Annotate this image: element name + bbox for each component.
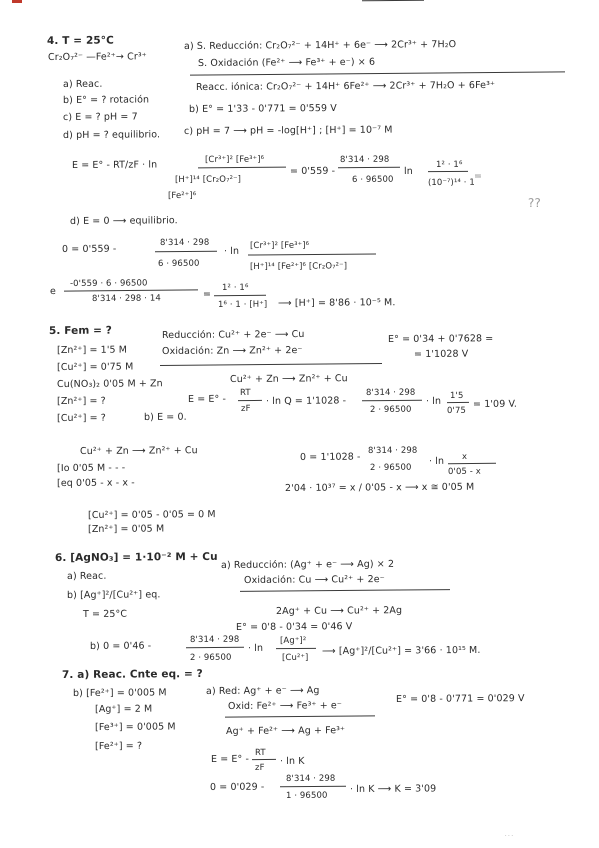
p4-d-eq1lnnum: [Cr³⁺]² [Fe³⁺]⁶	[249, 240, 310, 251]
p5-salt: Cu(NO₃)₂ 0'05 M + Zn	[56, 378, 163, 390]
p6-b-den: 2 · 96500	[189, 652, 232, 663]
p5-b-line: b) E = 0.	[143, 411, 187, 423]
p4-question-marks: ??	[527, 195, 541, 210]
p7-final-result: · ln K ⟶ K = 3'09	[349, 783, 437, 795]
p4-d-fracden: 1⁶ · 1 · [H⁺]	[217, 299, 268, 310]
p6-b-fracline	[186, 647, 244, 649]
p7-final-lhs: 0 = 0'029 -	[209, 781, 265, 793]
problem-6-header: 6. [AgNO₃] = 1·10⁻² M + Cu	[54, 550, 218, 564]
p4-nernst-fracline	[198, 167, 286, 169]
p6-qb: b) [Ag⁺]²/[Cu²⁺] eq.	[66, 589, 161, 601]
p5-nernst-rden: 2 · 96500	[369, 404, 412, 415]
p4-a-rule	[190, 71, 565, 75]
p4-qd: d) pH = ? equilibrio.	[62, 129, 161, 141]
p5-b-eq1lnden: 0'05 - x	[447, 466, 481, 477]
p5-zn: [Zn²⁺] = 1'5 M	[56, 344, 128, 356]
p4-d-eq1lnline	[248, 253, 376, 255]
p5-b-eq1den: 2 · 96500	[369, 462, 412, 473]
p5-final-cu: [Cu²⁺] = 0'05 - 0'05 = 0 M	[87, 509, 216, 521]
p4-reaction: Cr₂O₇²⁻ —Fe²⁺→ Cr³⁺	[47, 51, 147, 63]
p6-b-lnnum: [Ag⁺]²	[279, 635, 307, 646]
p5-rule	[160, 363, 382, 366]
p7-oxidation: Oxid: Fe²⁺ ⟶ Fe³⁺ + e⁻	[227, 700, 342, 712]
p4-d-expnum: -0'559 · 6 · 96500	[69, 278, 148, 289]
p5-b-eq1ln: · ln	[428, 455, 445, 467]
p4-qa: a) Reac.	[62, 78, 103, 90]
p4-d-expline	[64, 289, 198, 291]
p4-nernst-rhs: = 0'559 -	[289, 165, 336, 177]
p5-ice-initial: [Io 0'05 M - - -	[56, 462, 126, 474]
p4-nernst-lnline	[428, 171, 468, 172]
p5-b-eq2: 2'04 · 10³⁷ = x / 0'05 - x ⟶ x ≅ 0'05 M	[284, 481, 475, 494]
p4-nernst-den1: [H⁺]¹⁴ [Cr₂O₇²⁻]	[174, 174, 242, 185]
p6-b-num: 8'314 · 298	[189, 634, 240, 645]
p6-b-lhs: b) 0 = 0'46 -	[89, 640, 152, 652]
p4-nernst-num: [Cr³⁺]² [Fe³⁺]⁶	[204, 154, 265, 165]
p5-b-eq1num: 8'314 · 298	[367, 445, 418, 456]
p4-nernst-rnum: 8'314 · 298	[339, 154, 390, 165]
p6-overall: 2Ag⁺ + Cu ⟶ Cu²⁺ + 2Ag	[275, 605, 403, 617]
p4-d-result: ⟶ [H⁺] = 8'86 · 10⁻⁵ M.	[277, 297, 396, 309]
scanner-footer-mark: · · ·	[505, 833, 513, 839]
p4-d-eq1ln: · ln	[223, 245, 240, 257]
p6-reduction: a) Reducción: (Ag⁺ + e⁻ ⟶ Ag) × 2	[220, 558, 395, 571]
p4-d-fracline	[214, 295, 266, 296]
p5-nernst-lnline	[447, 402, 469, 403]
problem-7-header: 7. a) Reac. Cnte eq. = ?	[61, 668, 203, 681]
problem-5-header: 5. Fem = ?	[48, 324, 113, 337]
p6-rule	[240, 589, 450, 592]
p5-ice-reaction: Cu²⁺ + Zn ⟶ Zn²⁺ + Cu	[79, 445, 198, 457]
p4-nernst-rden: 6 · 96500	[351, 174, 394, 185]
p4-a-oxidation: S. Oxidación (Fe²⁺ ⟶ Fe³⁺ + e⁻) × 6	[197, 56, 376, 69]
p4-d-eq: =	[202, 288, 212, 300]
p7-rule	[225, 715, 375, 717]
p5-zn-q: [Zn²⁺] = ?	[56, 395, 106, 407]
p4-nernst-rline	[338, 167, 400, 169]
p5-b-eq1: 0 = 1'1028 -	[299, 451, 361, 463]
p4-d-fracnum: 1² · 1⁶	[221, 282, 249, 293]
p7-fe2-q: [Fe²⁺] = ?	[94, 740, 143, 752]
p5-reduction: Reducción: Cu²⁺ + 2e⁻ ⟶ Cu	[161, 329, 305, 341]
p5-nernst-num: RT	[239, 387, 251, 398]
p4-d-eq1den: 6 · 96500	[157, 258, 200, 269]
p7-overall: Ag⁺ + Fe²⁺ ⟶ Ag + Fe³⁺	[225, 725, 346, 737]
p6-b-lnden: [Cu²⁺]	[281, 652, 309, 663]
p5-oxidation: Oxidación: Zn ⟶ Zn²⁺ + 2e⁻	[161, 345, 303, 357]
p5-cu-q: [Cu²⁺] = ?	[56, 412, 106, 424]
p5-overall: Cu²⁺ + Zn ⟶ Zn²⁺ + Cu	[229, 373, 348, 385]
p4-qb: b) E° = ? rotación	[62, 94, 150, 106]
p4-d-eq1line	[155, 251, 217, 253]
p4-a-reduction: a) S. Reducción: Cr₂O₇²⁻ + 14H⁺ + 6e⁻ ⟶ 2Cr³⁺ + 7H₂O	[183, 39, 457, 52]
p5-nernst-fracline	[238, 400, 262, 401]
p7-final-fracline	[280, 786, 346, 788]
p4-qc: c) E = ? pH = 7	[62, 111, 138, 123]
p7-nernst-fracline	[252, 759, 276, 760]
p5-b-eq1lnline	[448, 463, 496, 464]
p7-nernst-lhs: E = E° -	[210, 753, 250, 765]
p4-equals-faint: =	[473, 170, 483, 182]
p5-b-eq1lnnum: x	[461, 451, 468, 462]
p5-e0-1: E° = 0'34 + 0'7628 =	[387, 333, 494, 345]
p4-d-exp: e	[49, 285, 56, 297]
p7-nernst-num: RT	[254, 747, 266, 758]
p6-b-ln: · ln	[247, 642, 264, 654]
p5-nernst-rnum: 8'314 · 298	[365, 387, 416, 398]
p5-nernst-ln: · ln	[425, 395, 442, 407]
p4-d-eq1lnden: [H⁺]¹⁴ [Fe²⁺]⁶ [Cr₂O₇²⁻]	[249, 261, 348, 272]
p5-final-zn: [Zn²⁺] = 0'05 M	[87, 523, 165, 535]
p5-nernst-lhs: E = E° -	[187, 393, 227, 405]
p6-qa: a) Reac.	[66, 570, 107, 582]
p4-nernst-ln: ln	[403, 165, 413, 177]
red-edge-mark	[12, 0, 22, 3]
p5-nernst-result: = 1'09 V.	[472, 398, 517, 410]
p5-cu: [Cu²⁺] = 0'75 M	[56, 361, 134, 373]
problem-4-header: 4. T = 25°C	[46, 34, 114, 47]
p7-fe2: b) [Fe²⁺] = 0'005 M	[72, 687, 167, 699]
p5-nernst-mid: · ln Q = 1'1028 -	[265, 395, 347, 407]
p6-b-lnline	[276, 648, 316, 649]
p4-nernst-lnden: (10⁻⁷)¹⁴ · 1	[427, 177, 475, 188]
p5-nernst-lnnum: 1'5	[449, 390, 464, 401]
p6-b-result: ⟶ [Ag⁺]²/[Cu²⁺] = 3'66 · 10¹⁵ M.	[321, 644, 481, 657]
p5-nernst-rline	[362, 400, 422, 402]
p5-ice-eq: [eq 0'05 - x - x -	[56, 477, 135, 489]
p4-nernst-den2: [Fe²⁺]⁶	[167, 190, 197, 201]
p4-c-line: c) pH = 7 ⟶ pH = -log[H⁺] ; [H⁺] = 10⁻⁷ M	[183, 124, 393, 137]
p7-ag: [Ag⁺] = 2 M	[94, 703, 153, 715]
p7-fe3: [Fe³⁺] = 0'005 M	[94, 721, 176, 733]
p6-temp: T = 25°C	[82, 608, 128, 620]
p5-nernst-den: zF	[240, 403, 251, 414]
p7-reduction: a) Red: Ag⁺ + e⁻ ⟶ Ag	[205, 685, 320, 697]
p5-e0-2: = 1'1028 V	[413, 348, 469, 360]
p7-final-num: 8'314 · 298	[285, 773, 336, 784]
p4-d-expden: 8'314 · 298 · 14	[91, 293, 161, 304]
p6-oxidation: Oxidación: Cu ⟶ Cu²⁺ + 2e⁻	[243, 574, 385, 586]
p4-nernst-lnnum: 1² · 1⁶	[435, 159, 463, 170]
p4-a-ionic: Reacc. iónica: Cr₂O₇²⁻ + 14H⁺ 6Fe²⁺ ⟶ 2Cr³⁺ + 7H₂O + 6Fe³⁺	[195, 79, 496, 93]
p7-nernst-ln: · ln K	[279, 755, 305, 767]
p5-nernst-lnden: 0'75	[446, 405, 466, 416]
p4-b-line: b) E° = 1'33 - 0'771 = 0'559 V	[188, 102, 337, 115]
p6-e0: E° = 0'8 - 0'34 = 0'46 V	[235, 621, 353, 633]
p7-nernst-den: zF	[254, 762, 265, 773]
p4-nernst-lhs: E = E° - RT/zF · ln	[71, 159, 158, 171]
p7-e0: E° = 0'8 - 0'771 = 0'029 V	[395, 693, 525, 705]
p7-final-den: 1 · 96500	[285, 790, 328, 801]
p4-d-eq1num: 8'314 · 298	[159, 237, 210, 248]
p4-d-line: d) E = 0 ⟶ equilibrio.	[69, 215, 178, 227]
p5-b-eq1line	[362, 0, 424, 1]
p4-d-eq1: 0 = 0'559 -	[61, 243, 117, 255]
